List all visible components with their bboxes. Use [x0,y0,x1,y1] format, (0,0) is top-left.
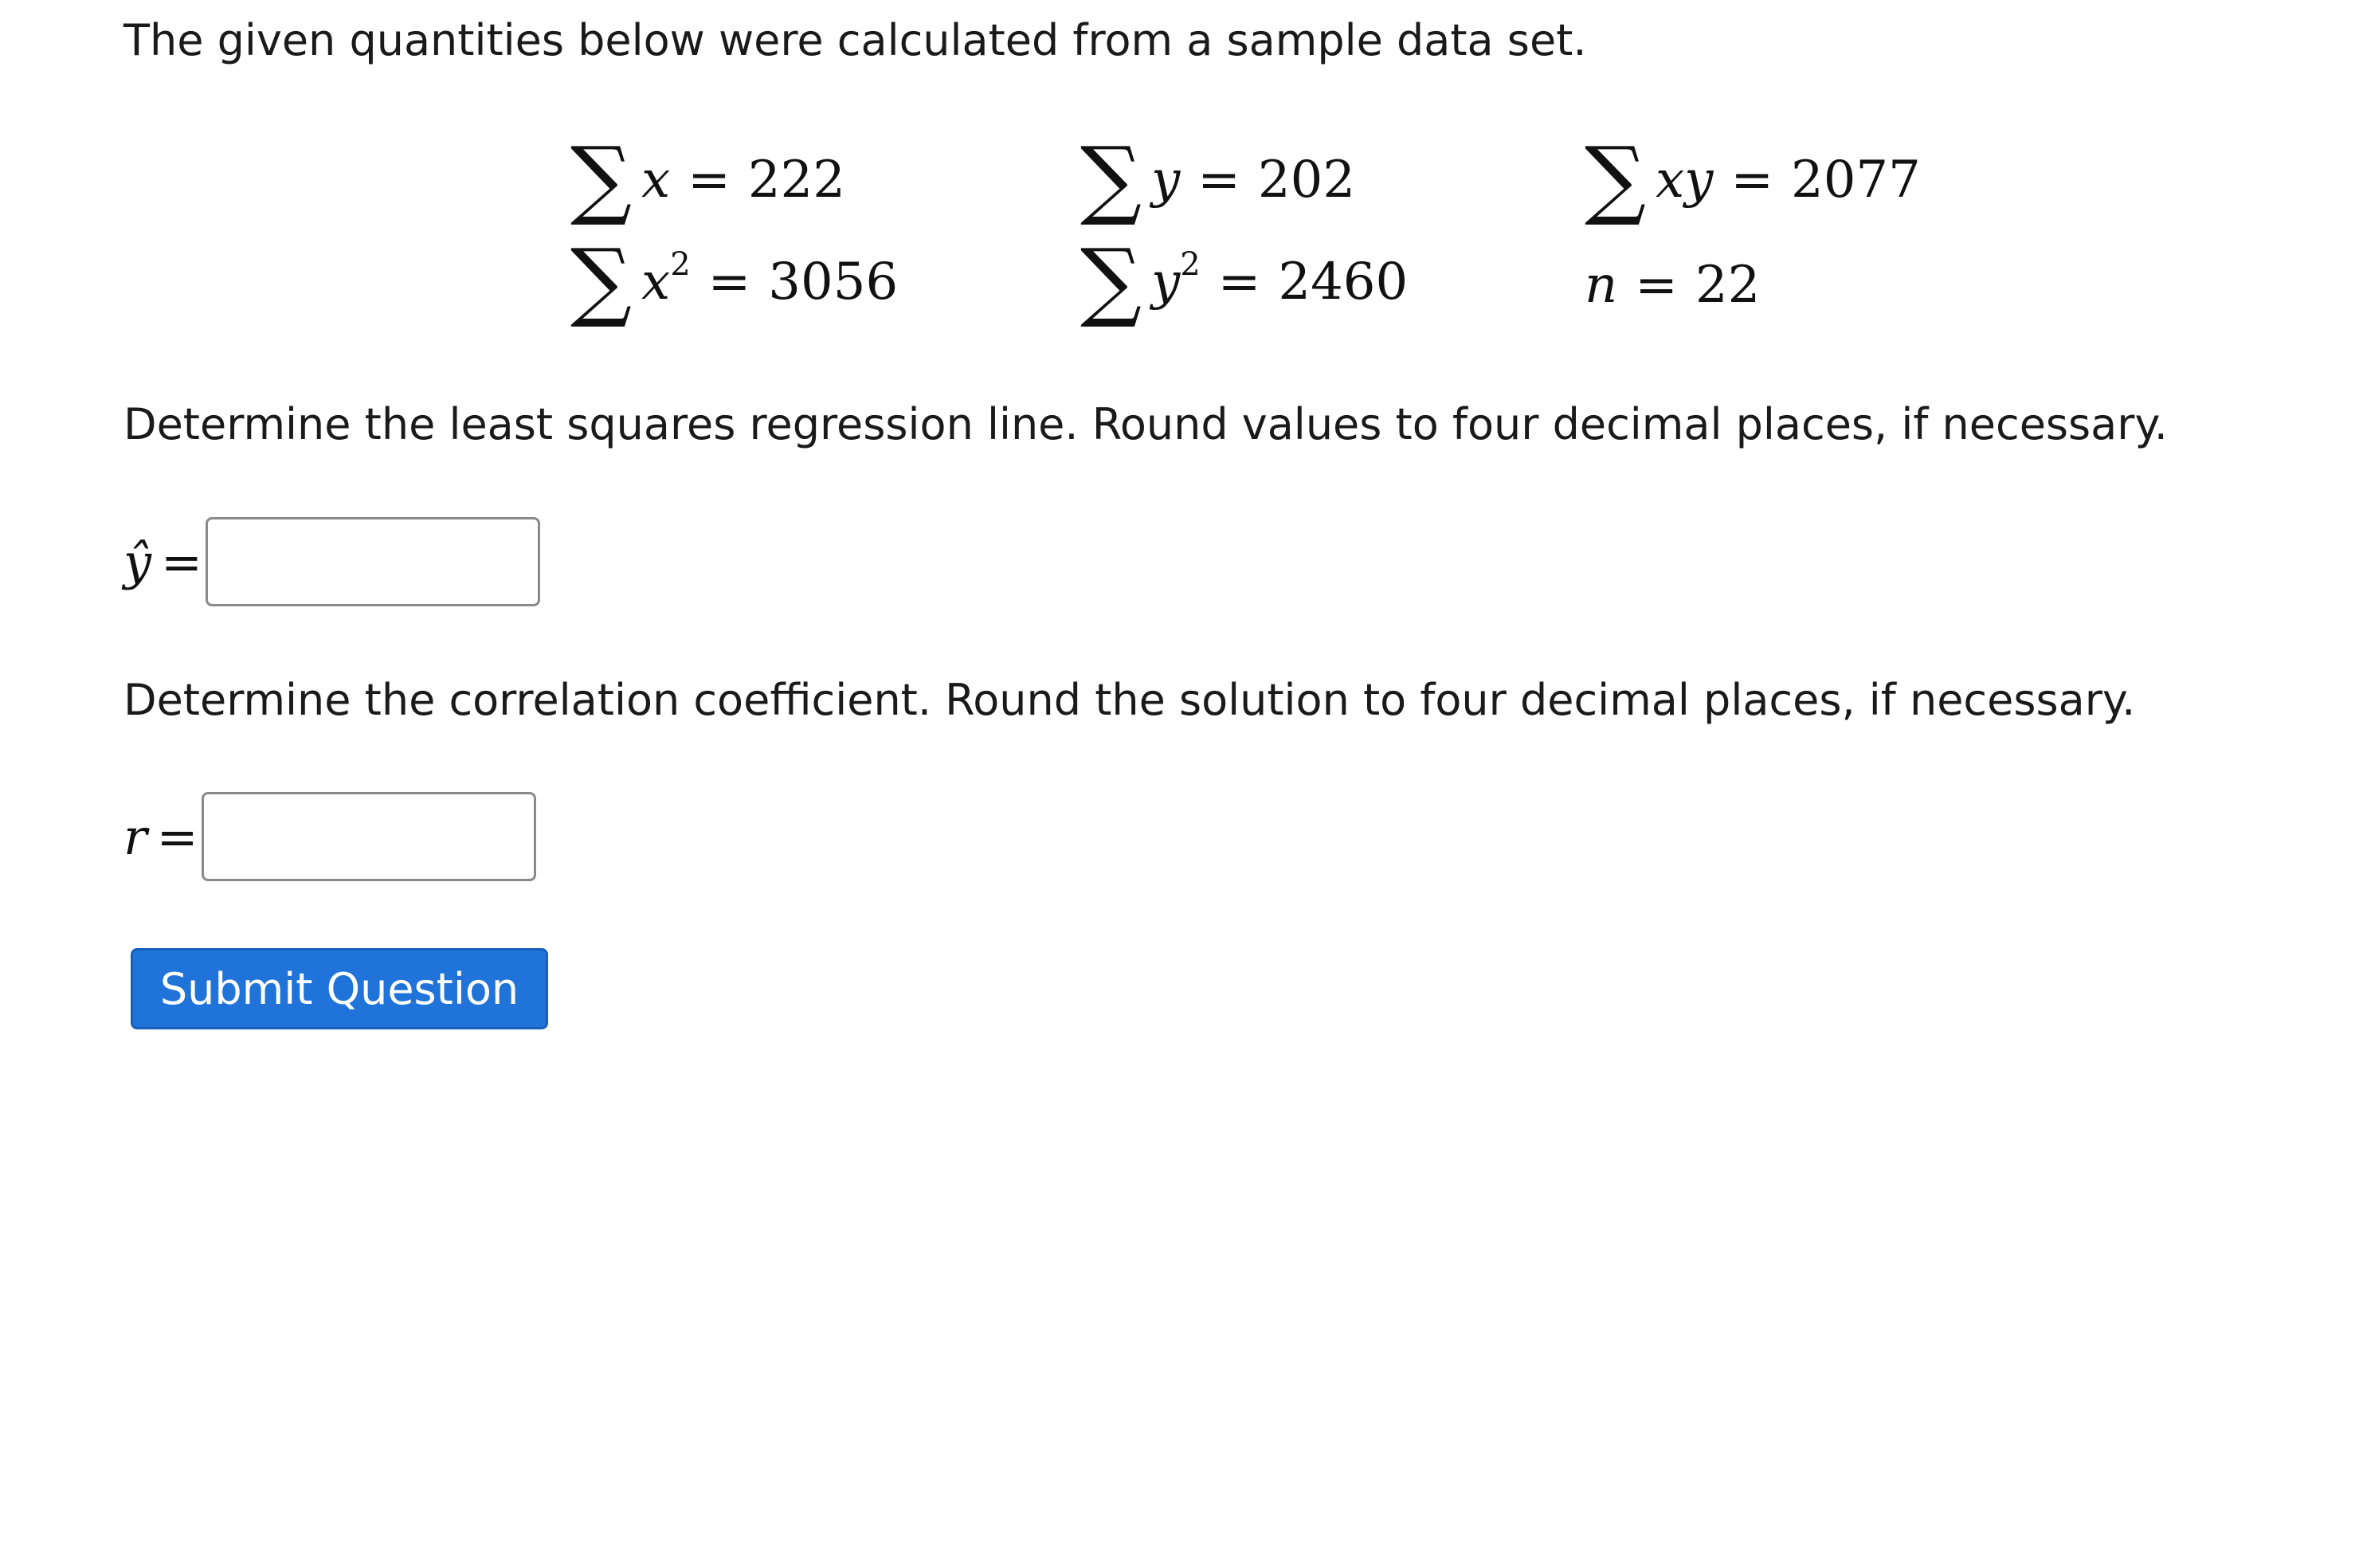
regression-line-input[interactable] [206,517,540,606]
sum-x-variable: x [641,151,671,210]
r-label: r [123,807,147,866]
sum-y-squared-variable: y [1151,253,1181,312]
equals-sign: = [161,532,202,591]
summation-symbol: ∑ [1080,128,1142,229]
summation-symbol: ∑ [570,128,633,229]
sum-xy-expression [1585,128,1921,229]
sum-x-squared-variable: x [641,253,671,312]
exponent: 2 [1180,245,1201,283]
sum-x-value: 222 [747,151,845,210]
sum-y-squared-value: 2460 [1278,253,1409,312]
regression-question: Determine the least squares regression line. Round values to four decimal places, if necessary. [123,399,2168,449]
regression-answer-row [123,514,540,610]
equals-sign: = [1197,151,1240,210]
sum-y-expression [1080,128,1356,229]
sum-y-variable: y [1151,151,1181,210]
sum-x-squared-value: 3056 [768,253,899,312]
summation-symbol: ∑ [1585,128,1647,229]
sum-xy-value: 2077 [1790,151,1921,210]
sum-xy-variable: xy [1656,151,1714,210]
correlation-question: Determine the correlation coefficient. Round the solution to four decimal places, if necessary. [123,675,2136,725]
equals-sign: = [156,807,198,866]
sample-size-variable: n [1585,256,1618,315]
summation-symbol: ∑ [570,230,633,331]
summation-symbol: ∑ [1080,230,1142,331]
y-hat-label: ŷ [123,532,152,591]
problem-intro: The given quantities below were calculated from a sample data set. [123,15,1587,65]
equals-sign: = [1730,151,1773,210]
equals-sign: = [707,253,751,312]
sum-y-value: 202 [1257,151,1356,210]
sum-y-squared-expression [1080,230,1409,331]
sample-size-expression [1585,253,1760,317]
equals-sign: = [1635,256,1678,315]
exponent: 2 [670,245,691,283]
correlation-coefficient-input[interactable] [202,792,536,881]
sample-size-value: 22 [1695,256,1761,315]
sum-x-expression [570,128,845,229]
correlation-answer-row [123,789,536,884]
equals-sign: = [688,151,731,210]
submit-question-button[interactable]: Submit Question [131,948,548,1029]
sum-x-squared-expression [570,230,899,331]
equals-sign: = [1217,253,1261,312]
